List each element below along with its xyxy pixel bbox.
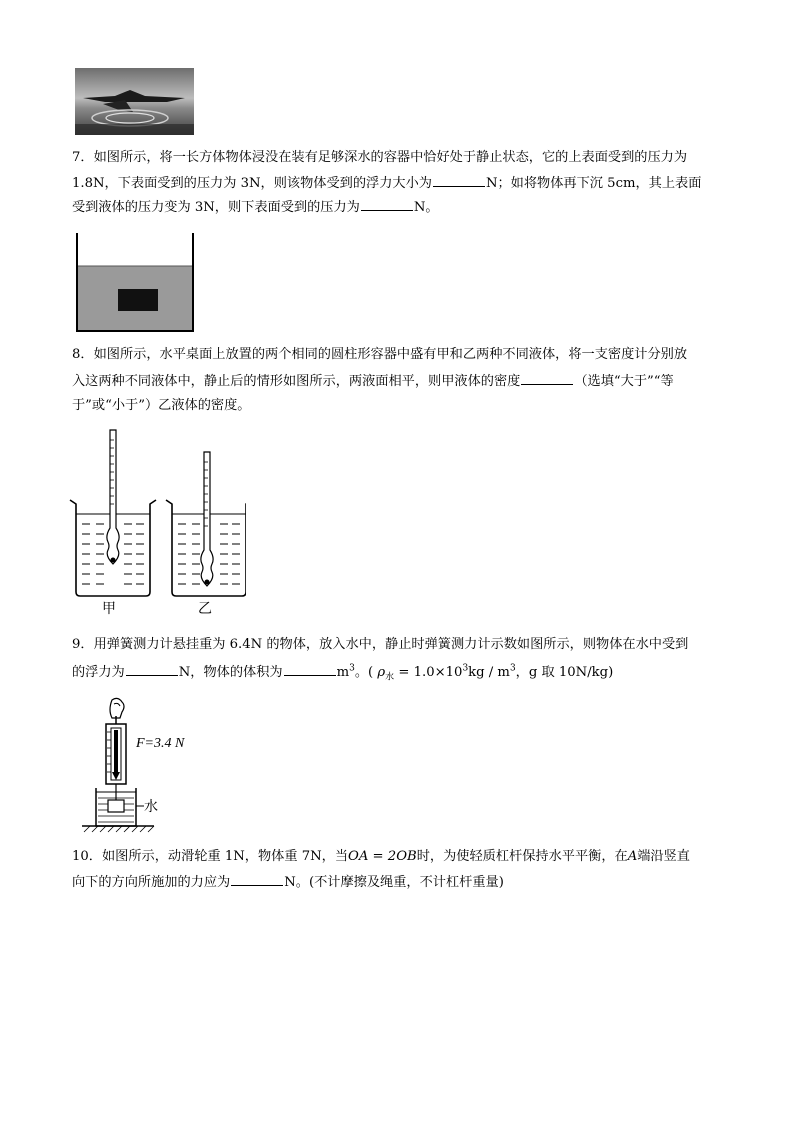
q10-answer-blank[interactable] [231, 872, 283, 886]
q9-unit-exp: 3 [349, 663, 355, 674]
fig-water-label: 水 [144, 799, 158, 815]
q9-spring-balance-figure [74, 696, 244, 834]
q9-answer-blank-2[interactable] [284, 662, 336, 676]
q8-hydrometer-figure [66, 428, 246, 618]
q8-text-3: 于”或“小于”）乙液体的密度。 [72, 398, 251, 413]
beaker-right [166, 452, 246, 596]
q9-answer-blank-1[interactable] [126, 662, 178, 676]
q10-line2 [72, 872, 732, 892]
q7-line2 [72, 173, 732, 193]
q8-text-1: 8．如图所示，水平桌面上放置的两个相同的圆柱形容器中盛有甲和乙两种不同液体，将一支密度计分别放 [72, 347, 688, 362]
q8-text-2b: （选填“大于”“等 [574, 374, 674, 389]
q10-text-2a: 向下的方向所施加的力应为 [72, 875, 231, 890]
q10-text-1a: 10．如图所示，动滑轮重 1N，物体重 7N，当 [72, 849, 349, 864]
q7-answer-blank-1[interactable] [433, 173, 485, 187]
q7-line3 [72, 197, 732, 217]
q7-text-3a: 受到液体的压力变为 3N，则下表面受到的压力为 [72, 200, 360, 215]
q9-eq-unit: kg / m [468, 665, 510, 680]
q9-line2 [72, 662, 732, 682]
q9-text-2b: N，物体的体积为 [178, 665, 283, 680]
beaker-left [70, 430, 156, 596]
q8-answer-blank[interactable] [521, 371, 573, 385]
q9-text-2d: 。( [354, 665, 374, 680]
q7-answer-blank-2[interactable] [361, 197, 413, 211]
q10-text-2b: N。(不计摩擦及绳重，不计杠杆重量) [284, 875, 504, 890]
q9-text-2a: 的浮力为 [72, 665, 125, 680]
q8-line2 [72, 371, 732, 391]
boat-photo [75, 68, 194, 135]
q9-eq: = 1.0×10 [394, 665, 463, 680]
fig-label-jia: 甲 [102, 601, 116, 617]
q8-line3 [72, 397, 732, 415]
q10-line1 [72, 848, 732, 866]
q9-rho: ρ [377, 665, 386, 680]
q10-point-a: A [627, 849, 638, 864]
q9-rho-sub: 水 [385, 672, 395, 683]
q9-line1 [72, 636, 732, 654]
q7-text-2b: N；如将物体再下沉 5cm，其上表面 [485, 176, 702, 191]
q9-eq-unit-exp: 3 [509, 663, 516, 674]
q9-eq-exp: 3 [462, 663, 469, 674]
q9-text-2e: ，g 取 10N/kg) [515, 665, 614, 680]
q7-text-2a: 1.8N，下表面受到的压力为 3N，则该物体受到的浮力大小为 [72, 176, 432, 191]
q7-container-figure [74, 231, 196, 335]
q8-text-2a: 入这两种不同液体中，静止后的情形如图所示，两液面相平，则甲液体的密度 [72, 374, 521, 389]
q9-unit: m [336, 665, 350, 680]
fig-label-yi: 乙 [198, 601, 212, 617]
q7-line1 [72, 149, 732, 167]
q10-condition: OA = 2OB [348, 849, 417, 864]
q7-text-1: 7．如图所示，将一长方体物体浸没在装有足够深水的容器中恰好处于静止状态，它的上表面受到的压力为 [72, 150, 688, 165]
q8-line1 [72, 346, 732, 364]
q10-text-1b: 时，为使轻质杠杆保持水平平衡，在 [416, 849, 628, 864]
fig-force-label: F=3.4 N [136, 736, 185, 751]
q7-text-3b: N。 [413, 200, 439, 215]
q9-text-1: 9．用弹簧测力计悬挂重为 6.4N 的物体，放入水中，静止时弹簧测力计示数如图所示，则物体在水中受到 [72, 637, 689, 652]
q10-text-1c: 端沿竖直 [637, 849, 690, 864]
